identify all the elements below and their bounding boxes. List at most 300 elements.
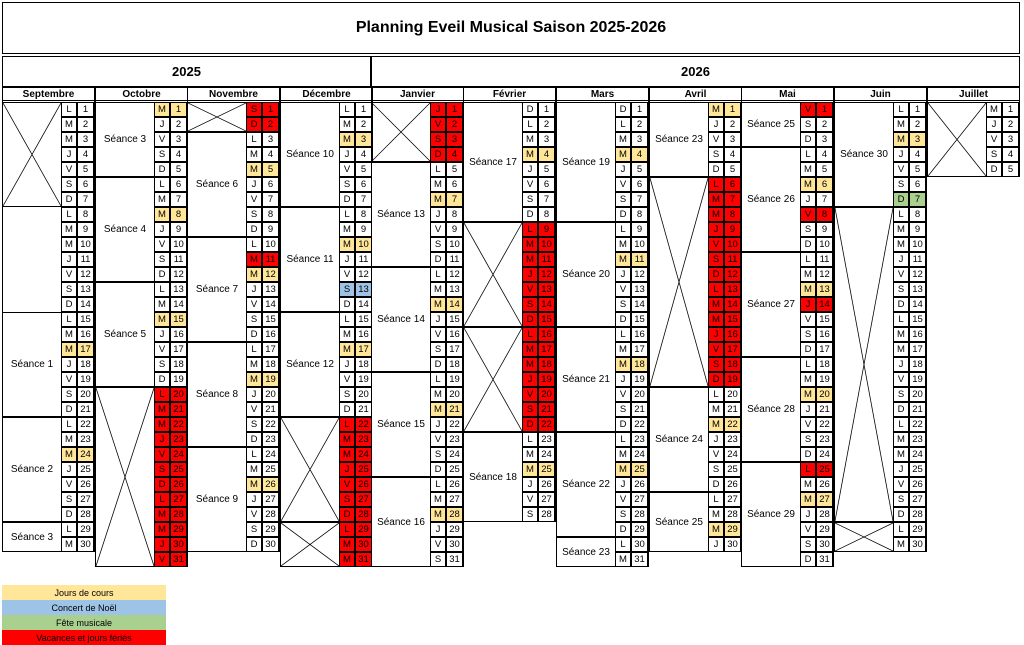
day-number: 26 <box>909 477 926 492</box>
day-letter: M <box>430 387 446 402</box>
day-number: 23 <box>262 432 279 447</box>
day-number: 17 <box>816 342 833 357</box>
day-number: 15 <box>355 312 372 327</box>
day-number: 21 <box>631 402 648 417</box>
day-number: 11 <box>909 252 926 267</box>
day-letter: L <box>893 417 909 432</box>
day-letter: S <box>61 387 77 402</box>
day-letter: V <box>800 207 816 222</box>
day-number: 4 <box>909 147 926 162</box>
seance-label: Séance 3 <box>2 522 62 552</box>
day-letter: D <box>708 267 724 282</box>
day-letter: M <box>800 162 816 177</box>
day-number: 13 <box>77 282 94 297</box>
day-number: 25 <box>77 462 94 477</box>
day-number: 23 <box>446 432 463 447</box>
day-letter: V <box>522 387 538 402</box>
seance-label: Séance 14 <box>371 267 431 372</box>
day-number: 12 <box>77 267 94 282</box>
seance-label: Séance 29 <box>741 462 801 567</box>
day-letter: M <box>339 117 355 132</box>
day-letter: J <box>893 462 909 477</box>
day-number: 9 <box>724 222 741 237</box>
day-letter: J <box>708 537 724 552</box>
day-letter: S <box>615 402 631 417</box>
day-letter: M <box>61 237 77 252</box>
day-letter: L <box>800 462 816 477</box>
day-number: 24 <box>631 447 648 462</box>
day-letter: J <box>800 402 816 417</box>
day-letter: J <box>430 207 446 222</box>
month-header: Mars <box>556 87 649 101</box>
day-number: 19 <box>355 372 372 387</box>
day-letter: M <box>430 402 446 417</box>
day-letter: M <box>154 312 170 327</box>
day-number: 2 <box>170 117 187 132</box>
seance-label: Séance 17 <box>463 102 523 222</box>
day-letter: J <box>708 222 724 237</box>
day-number: 18 <box>909 357 926 372</box>
day-number: 7 <box>355 192 372 207</box>
day-letter: L <box>339 312 355 327</box>
day-letter: S <box>339 177 355 192</box>
month-header: Mai <box>741 87 834 101</box>
day-number: 4 <box>724 147 741 162</box>
day-number: 1 <box>262 102 279 117</box>
day-number: 18 <box>446 357 463 372</box>
day-letter: S <box>522 507 538 522</box>
day-number: 26 <box>724 477 741 492</box>
day-number: 14 <box>262 297 279 312</box>
day-number: 3 <box>816 132 833 147</box>
day-number: 3 <box>446 132 463 147</box>
day-letter: L <box>615 117 631 132</box>
day-letter: M <box>154 522 170 537</box>
day-number: 16 <box>909 327 926 342</box>
year-2025: 2025 <box>2 56 371 87</box>
day-letter: D <box>522 102 538 117</box>
day-number: 4 <box>262 147 279 162</box>
day-number: 11 <box>262 252 279 267</box>
day-number: 29 <box>631 522 648 537</box>
day-letter: M <box>154 207 170 222</box>
month-header: Juillet <box>927 87 1020 101</box>
day-letter: L <box>615 432 631 447</box>
day-number: 2 <box>724 117 741 132</box>
day-letter: J <box>615 372 631 387</box>
day-letter: M <box>246 252 262 267</box>
day-number: 7 <box>538 192 555 207</box>
day-number: 30 <box>77 537 94 552</box>
day-letter: D <box>430 357 446 372</box>
seance-label: Séance 2 <box>2 417 62 522</box>
day-number: 29 <box>355 522 372 537</box>
day-number: 18 <box>77 357 94 372</box>
day-letter: M <box>522 462 538 477</box>
day-letter: D <box>154 477 170 492</box>
day-letter: S <box>61 492 77 507</box>
day-number: 27 <box>170 492 187 507</box>
day-letter: L <box>893 312 909 327</box>
day-letter: D <box>246 117 262 132</box>
day-letter: V <box>708 447 724 462</box>
day-letter: S <box>246 207 262 222</box>
day-letter: M <box>708 417 724 432</box>
day-letter: M <box>339 132 355 147</box>
day-letter: L <box>893 207 909 222</box>
day-letter: S <box>800 117 816 132</box>
day-number: 26 <box>262 477 279 492</box>
day-letter: J <box>708 327 724 342</box>
day-letter: J <box>522 162 538 177</box>
day-number: 13 <box>816 282 833 297</box>
month-header: Avril <box>649 87 742 101</box>
day-letter: M <box>339 327 355 342</box>
day-number: 8 <box>170 207 187 222</box>
day-letter: J <box>430 102 446 117</box>
day-number: 5 <box>446 162 463 177</box>
day-number: 17 <box>170 342 187 357</box>
day-letter: L <box>339 417 355 432</box>
day-letter: D <box>246 432 262 447</box>
seance-label: Séance 23 <box>556 537 616 567</box>
seance-label: Séance 25 <box>741 102 801 147</box>
day-number: 3 <box>909 132 926 147</box>
day-letter: V <box>615 492 631 507</box>
seance-label: Séance 27 <box>741 252 801 357</box>
day-number: 6 <box>538 177 555 192</box>
day-number: 19 <box>262 372 279 387</box>
day-letter: M <box>893 342 909 357</box>
day-letter: M <box>339 447 355 462</box>
day-letter: L <box>522 432 538 447</box>
day-letter: V <box>893 477 909 492</box>
day-letter: L <box>430 477 446 492</box>
day-number: 20 <box>909 387 926 402</box>
day-number: 27 <box>355 492 372 507</box>
seance-label: Séance 21 <box>556 327 616 432</box>
day-letter: M <box>893 432 909 447</box>
day-letter: M <box>708 297 724 312</box>
day-letter: D <box>893 507 909 522</box>
day-number: 1 <box>538 102 555 117</box>
day-letter: D <box>61 297 77 312</box>
day-number: 28 <box>355 507 372 522</box>
day-number: 9 <box>262 222 279 237</box>
day-letter: J <box>522 477 538 492</box>
day-number: 29 <box>77 522 94 537</box>
day-number: 1 <box>355 102 372 117</box>
day-number: 24 <box>355 447 372 462</box>
day-number: 5 <box>816 162 833 177</box>
seance-label: Séance 8 <box>187 342 247 447</box>
day-letter: M <box>61 117 77 132</box>
day-number: 12 <box>909 267 926 282</box>
day-letter: S <box>154 252 170 267</box>
day-letter: M <box>893 237 909 252</box>
day-letter: V <box>339 372 355 387</box>
day-letter: S <box>893 177 909 192</box>
day-letter: J <box>430 312 446 327</box>
day-letter: M <box>800 387 816 402</box>
day-number: 22 <box>538 417 555 432</box>
legend-item: Vacances et jours fériés <box>2 630 166 645</box>
day-number: 6 <box>262 177 279 192</box>
day-letter: V <box>893 162 909 177</box>
day-letter: V <box>430 117 446 132</box>
legend-item: Concert de Noël <box>2 600 166 615</box>
day-letter: D <box>800 132 816 147</box>
seance-label: Séance 20 <box>556 222 616 327</box>
day-number: 23 <box>724 432 741 447</box>
month-header: Octobre <box>95 87 188 101</box>
day-number: 14 <box>724 297 741 312</box>
day-number: 19 <box>446 372 463 387</box>
day-letter: J <box>800 507 816 522</box>
day-letter: S <box>246 417 262 432</box>
day-number: 5 <box>355 162 372 177</box>
day-number: 27 <box>262 492 279 507</box>
day-letter: M <box>246 477 262 492</box>
day-number: 2 <box>262 117 279 132</box>
day-letter: M <box>339 537 355 552</box>
day-letter: M <box>154 507 170 522</box>
day-number: 13 <box>355 282 372 297</box>
day-letter: L <box>430 267 446 282</box>
day-number: 22 <box>355 417 372 432</box>
day-number: 10 <box>816 237 833 252</box>
day-letter: J <box>522 267 538 282</box>
no-class-cross <box>187 102 247 132</box>
day-number: 13 <box>909 282 926 297</box>
day-number: 16 <box>262 327 279 342</box>
day-number: 25 <box>355 462 372 477</box>
day-number: 22 <box>724 417 741 432</box>
day-number: 13 <box>631 282 648 297</box>
day-number: 10 <box>262 237 279 252</box>
seance-label: Séance 4 <box>95 177 155 282</box>
no-class-cross <box>2 102 62 207</box>
day-letter: J <box>339 252 355 267</box>
day-letter: M <box>339 342 355 357</box>
day-number: 24 <box>446 447 463 462</box>
day-number: 1 <box>816 102 833 117</box>
day-number: 6 <box>170 177 187 192</box>
day-number: 13 <box>446 282 463 297</box>
day-letter: L <box>339 102 355 117</box>
day-letter: M <box>522 132 538 147</box>
day-letter: S <box>522 192 538 207</box>
day-letter: J <box>61 462 77 477</box>
day-letter: M <box>615 342 631 357</box>
day-number: 15 <box>631 312 648 327</box>
day-letter: L <box>154 387 170 402</box>
day-number: 18 <box>355 357 372 372</box>
day-letter: J <box>430 417 446 432</box>
day-letter: V <box>61 162 77 177</box>
day-number: 6 <box>355 177 372 192</box>
day-letter: M <box>522 147 538 162</box>
no-class-cross <box>280 417 340 522</box>
day-letter: V <box>708 132 724 147</box>
day-letter: D <box>800 237 816 252</box>
day-letter: J <box>61 357 77 372</box>
day-number: 31 <box>631 552 648 567</box>
day-number: 21 <box>909 402 926 417</box>
day-number: 11 <box>724 252 741 267</box>
day-number: 29 <box>724 522 741 537</box>
day-letter: L <box>154 177 170 192</box>
day-number: 16 <box>355 327 372 342</box>
day-number: 16 <box>446 327 463 342</box>
day-letter: S <box>339 492 355 507</box>
day-number: 27 <box>446 492 463 507</box>
day-number: 1 <box>170 102 187 117</box>
day-number: 31 <box>446 552 463 567</box>
day-number: 7 <box>816 192 833 207</box>
day-number: 27 <box>724 492 741 507</box>
day-letter: M <box>893 222 909 237</box>
day-number: 12 <box>816 267 833 282</box>
month-header: Décembre <box>280 87 373 101</box>
day-letter: M <box>800 282 816 297</box>
day-number: 9 <box>538 222 555 237</box>
day-letter: M <box>893 327 909 342</box>
day-letter: D <box>800 342 816 357</box>
seance-label: Séance 28 <box>741 357 801 462</box>
day-number: 7 <box>262 192 279 207</box>
day-number: 11 <box>816 252 833 267</box>
day-number: 4 <box>631 147 648 162</box>
day-letter: M <box>708 522 724 537</box>
day-number: 22 <box>77 417 94 432</box>
day-number: 15 <box>77 312 94 327</box>
no-class-cross <box>371 102 431 162</box>
day-number: 10 <box>909 237 926 252</box>
day-letter: M <box>522 237 538 252</box>
day-letter: J <box>246 492 262 507</box>
day-number: 24 <box>538 447 555 462</box>
day-number: 2 <box>1002 117 1019 132</box>
day-number: 22 <box>631 417 648 432</box>
day-letter: L <box>61 522 77 537</box>
day-number: 15 <box>262 312 279 327</box>
day-letter: L <box>800 147 816 162</box>
day-number: 6 <box>816 177 833 192</box>
day-number: 28 <box>77 507 94 522</box>
day-letter: M <box>61 327 77 342</box>
day-letter: L <box>61 417 77 432</box>
day-number: 27 <box>816 492 833 507</box>
day-letter: S <box>615 192 631 207</box>
day-letter: V <box>615 282 631 297</box>
day-letter: M <box>246 162 262 177</box>
month-header: Juin <box>834 87 927 101</box>
day-number: 29 <box>909 522 926 537</box>
day-letter: S <box>430 552 446 567</box>
day-letter: D <box>246 537 262 552</box>
seance-label: Séance 5 <box>95 282 155 387</box>
day-letter: D <box>339 402 355 417</box>
day-letter: D <box>615 417 631 432</box>
day-letter: V <box>800 417 816 432</box>
day-letter: L <box>708 177 724 192</box>
day-number: 3 <box>77 132 94 147</box>
day-letter: D <box>800 552 816 567</box>
day-number: 19 <box>170 372 187 387</box>
day-number: 23 <box>631 432 648 447</box>
day-number: 19 <box>538 372 555 387</box>
day-number: 17 <box>355 342 372 357</box>
day-letter: M <box>615 552 631 567</box>
day-number: 21 <box>446 402 463 417</box>
day-letter: L <box>246 237 262 252</box>
day-letter: L <box>61 207 77 222</box>
day-number: 20 <box>170 387 187 402</box>
day-letter: J <box>615 162 631 177</box>
day-number: 20 <box>816 387 833 402</box>
day-number: 20 <box>724 387 741 402</box>
day-number: 30 <box>724 537 741 552</box>
day-number: 25 <box>631 462 648 477</box>
day-letter: M <box>893 132 909 147</box>
day-number: 29 <box>170 522 187 537</box>
day-number: 23 <box>77 432 94 447</box>
seance-label: Séance 11 <box>280 207 340 312</box>
day-letter: V <box>246 507 262 522</box>
day-letter: J <box>708 432 724 447</box>
day-letter: M <box>61 537 77 552</box>
day-number: 5 <box>538 162 555 177</box>
day-letter: D <box>430 147 446 162</box>
day-letter: S <box>154 147 170 162</box>
day-number: 29 <box>262 522 279 537</box>
day-number: 6 <box>724 177 741 192</box>
day-number: 26 <box>631 477 648 492</box>
day-number: 9 <box>446 222 463 237</box>
day-number: 26 <box>355 477 372 492</box>
day-letter: J <box>893 147 909 162</box>
day-number: 7 <box>909 192 926 207</box>
day-number: 23 <box>170 432 187 447</box>
day-number: 25 <box>724 462 741 477</box>
day-letter: M <box>154 297 170 312</box>
day-number: 15 <box>816 312 833 327</box>
day-letter: M <box>61 432 77 447</box>
day-letter: S <box>522 402 538 417</box>
seance-label: Séance 24 <box>649 387 709 492</box>
day-number: 26 <box>446 477 463 492</box>
day-number: 13 <box>170 282 187 297</box>
day-number: 28 <box>262 507 279 522</box>
day-number: 19 <box>724 372 741 387</box>
day-number: 18 <box>262 357 279 372</box>
day-number: 5 <box>77 162 94 177</box>
day-number: 31 <box>355 552 372 567</box>
day-number: 5 <box>1002 162 1019 177</box>
day-number: 24 <box>909 447 926 462</box>
day-number: 8 <box>538 207 555 222</box>
day-number: 24 <box>816 447 833 462</box>
day-letter: M <box>154 417 170 432</box>
day-letter: S <box>893 387 909 402</box>
day-number: 10 <box>446 237 463 252</box>
day-number: 20 <box>355 387 372 402</box>
day-number: 16 <box>816 327 833 342</box>
day-letter: D <box>615 522 631 537</box>
day-letter: S <box>708 252 724 267</box>
day-number: 10 <box>631 237 648 252</box>
